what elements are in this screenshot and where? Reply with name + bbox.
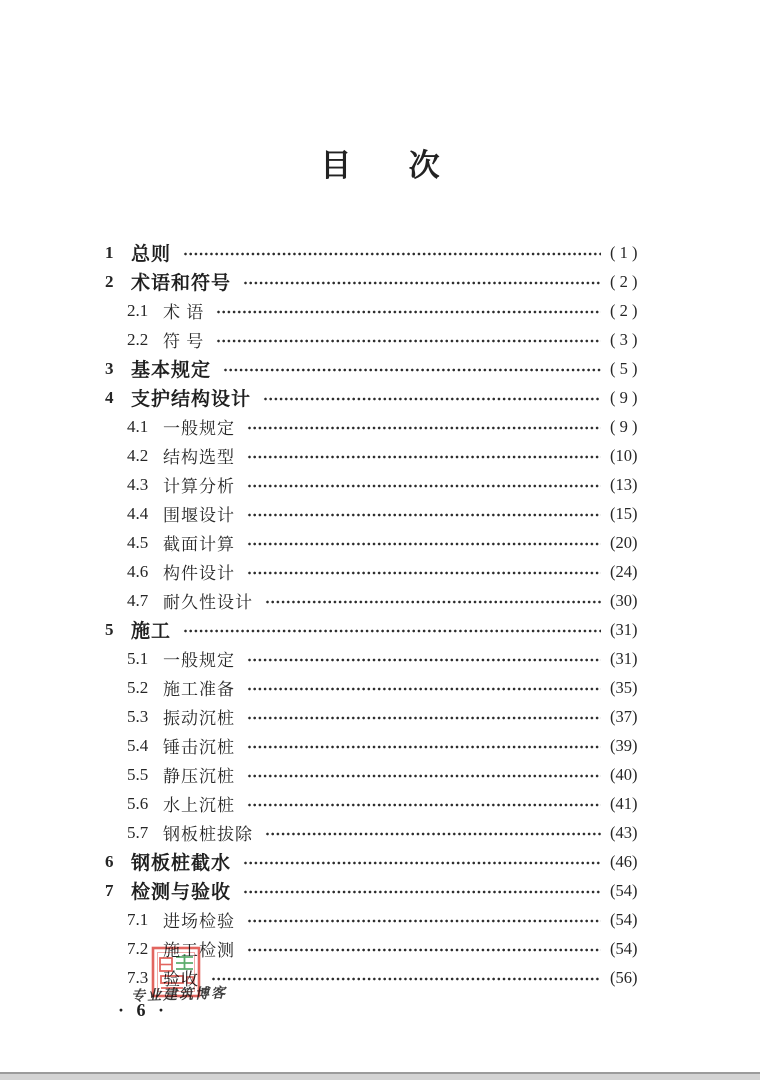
entry-number: 7 — [105, 880, 114, 900]
entry-number: 5.7 — [127, 822, 149, 842]
toc-entry-row — [105, 238, 660, 267]
entry-page-number: (20) — [610, 532, 638, 552]
entry-label: 耐久性设计 — [163, 593, 253, 612]
entry-number: 4.1 — [127, 416, 149, 436]
entry-label: 结构选型 — [163, 448, 235, 467]
entry-label: 施工准备 — [163, 680, 235, 699]
entry-label: 振动沉桩 — [163, 709, 235, 728]
entry-label: 施工 — [131, 621, 172, 642]
dot-leader — [216, 308, 601, 316]
dot-leader — [247, 743, 601, 751]
toc-entry-row — [105, 586, 660, 615]
entry-page-number: ( 5 ) — [610, 358, 638, 378]
toc-entry-row — [105, 499, 660, 528]
entry-label: 计算分析 — [163, 477, 235, 496]
dot-leader — [247, 946, 601, 954]
blog-watermark-text: 专业建筑博客 — [130, 986, 228, 1005]
entry-page-number: (31) — [610, 619, 638, 639]
dot-leader — [247, 714, 601, 722]
dot-leader — [247, 424, 601, 432]
entry-label: 术语和符号 — [131, 273, 232, 294]
toc-entry-row — [105, 354, 660, 383]
entry-number: 5.6 — [127, 793, 149, 813]
entry-label: 术 语 — [163, 303, 205, 322]
entry-page-number: (13) — [610, 474, 638, 494]
entry-page-number: ( 9 ) — [610, 387, 638, 407]
dot-leader — [216, 337, 601, 345]
toc-entry-row — [105, 557, 660, 586]
entry-page-number: (54) — [610, 880, 638, 900]
page-title-text: 目次 — [320, 148, 498, 183]
entry-number: 2.2 — [127, 329, 149, 349]
entry-page-number: (56) — [610, 967, 638, 987]
entry-label: 总则 — [131, 244, 172, 265]
dot-leader — [265, 598, 601, 606]
entry-page-number: (10) — [610, 445, 638, 465]
dot-leader — [247, 511, 601, 519]
dot-leader — [247, 656, 601, 664]
entry-number: 5 — [105, 619, 114, 639]
entry-page-number: ( 2 ) — [610, 300, 638, 320]
entry-number: 5.5 — [127, 764, 149, 784]
entry-number: 4.5 — [127, 532, 149, 552]
entry-page-number: (15) — [610, 503, 638, 523]
footer-page-number: · 6 · — [118, 1000, 169, 1020]
dot-leader — [247, 453, 601, 461]
entry-page-number: (35) — [610, 677, 638, 697]
entry-number: 7.3 — [127, 967, 149, 987]
entry-label: 钢板桩截水 — [131, 853, 232, 874]
toc-entry-row — [105, 847, 660, 876]
dot-leader — [223, 366, 601, 374]
entry-label: 基本规定 — [131, 360, 212, 381]
entry-label: 静压沉桩 — [163, 767, 235, 786]
entry-number: 3 — [105, 358, 114, 378]
entry-page-number: ( 1 ) — [610, 242, 638, 262]
entry-page-number: (40) — [610, 764, 638, 784]
entry-page-number: (30) — [610, 590, 638, 610]
dot-leader — [247, 801, 601, 809]
entry-label: 一般规定 — [163, 651, 235, 670]
entry-number: 4.4 — [127, 503, 149, 523]
toc-entry-row — [105, 412, 660, 441]
dot-leader — [211, 975, 601, 983]
entry-label: 检测与验收 — [131, 882, 232, 903]
toc-entry-row — [105, 731, 660, 760]
entry-page-number: ( 2 ) — [610, 271, 638, 291]
toc-entry-row — [105, 644, 660, 673]
entry-number: 4.6 — [127, 561, 149, 581]
toc-entry-row — [105, 325, 660, 354]
toc-entry-row — [105, 383, 660, 412]
dot-leader — [183, 250, 601, 258]
table-of-contents — [105, 238, 660, 992]
entry-number: 4.7 — [127, 590, 149, 610]
entry-label: 符 号 — [163, 332, 205, 351]
entry-label: 围堰设计 — [163, 506, 235, 525]
entry-label: 构件设计 — [163, 564, 235, 583]
entry-label: 钢板桩拔除 — [163, 825, 253, 844]
entry-number: 7.2 — [127, 938, 149, 958]
entry-label: 一般规定 — [163, 419, 235, 438]
toc-entry-row — [105, 615, 660, 644]
toc-entry-row — [105, 760, 660, 789]
dot-leader — [183, 627, 601, 635]
page-bottom-scan-edge — [0, 1072, 760, 1080]
dot-leader — [243, 859, 601, 867]
toc-entry-row — [105, 296, 660, 325]
toc-entry-row — [105, 702, 660, 731]
entry-label: 进场检验 — [163, 912, 235, 931]
entry-page-number: (46) — [610, 851, 638, 871]
dot-leader — [247, 569, 601, 577]
toc-entry-row — [105, 441, 660, 470]
toc-entry-row — [105, 905, 660, 934]
entry-page-number: (39) — [610, 735, 638, 755]
dot-leader — [247, 685, 601, 693]
entry-label: 验收 — [163, 970, 199, 989]
entry-page-number: (54) — [610, 909, 638, 929]
entry-page-number: (37) — [610, 706, 638, 726]
entry-number: 2 — [105, 271, 114, 291]
entry-number: 4.3 — [127, 474, 149, 494]
entry-page-number: (41) — [610, 793, 638, 813]
entry-number: 2.1 — [127, 300, 149, 320]
dot-leader — [247, 917, 601, 925]
entry-page-number: ( 9 ) — [610, 416, 638, 436]
toc-entry-row — [105, 267, 660, 296]
entry-label: 水上沉桩 — [163, 796, 235, 815]
dot-leader — [247, 772, 601, 780]
dot-leader — [265, 830, 601, 838]
dot-leader — [247, 540, 601, 548]
entry-label: 截面计算 — [163, 535, 235, 554]
toc-entry-row — [105, 876, 660, 905]
entry-number: 6 — [105, 851, 114, 871]
entry-label: 支护结构设计 — [131, 389, 252, 410]
toc-entry-row — [105, 789, 660, 818]
entry-number: 4 — [105, 387, 114, 407]
toc-entry-row — [105, 818, 660, 847]
entry-page-number: (54) — [610, 938, 638, 958]
dot-leader — [263, 395, 601, 403]
toc-entry-row — [105, 470, 660, 499]
entry-label: 施工检测 — [163, 941, 235, 960]
dot-leader — [243, 279, 601, 287]
entry-number: 5.4 — [127, 735, 149, 755]
entry-page-number: (24) — [610, 561, 638, 581]
toc-entry-row — [105, 673, 660, 702]
toc-entry-row — [105, 528, 660, 557]
entry-page-number: (31) — [610, 648, 638, 668]
entry-number: 7.1 — [127, 909, 149, 929]
entry-page-number: ( 3 ) — [610, 329, 638, 349]
entry-number: 5.1 — [127, 648, 149, 668]
page-title — [0, 140, 760, 185]
entry-number: 4.2 — [127, 445, 149, 465]
entry-number: 1 — [105, 242, 114, 262]
entry-label: 锤击沉桩 — [163, 738, 235, 757]
dot-leader — [243, 888, 601, 896]
entry-page-number: (43) — [610, 822, 638, 842]
entry-number: 5.3 — [127, 706, 149, 726]
entry-number: 5.2 — [127, 677, 149, 697]
dot-leader — [247, 482, 601, 490]
